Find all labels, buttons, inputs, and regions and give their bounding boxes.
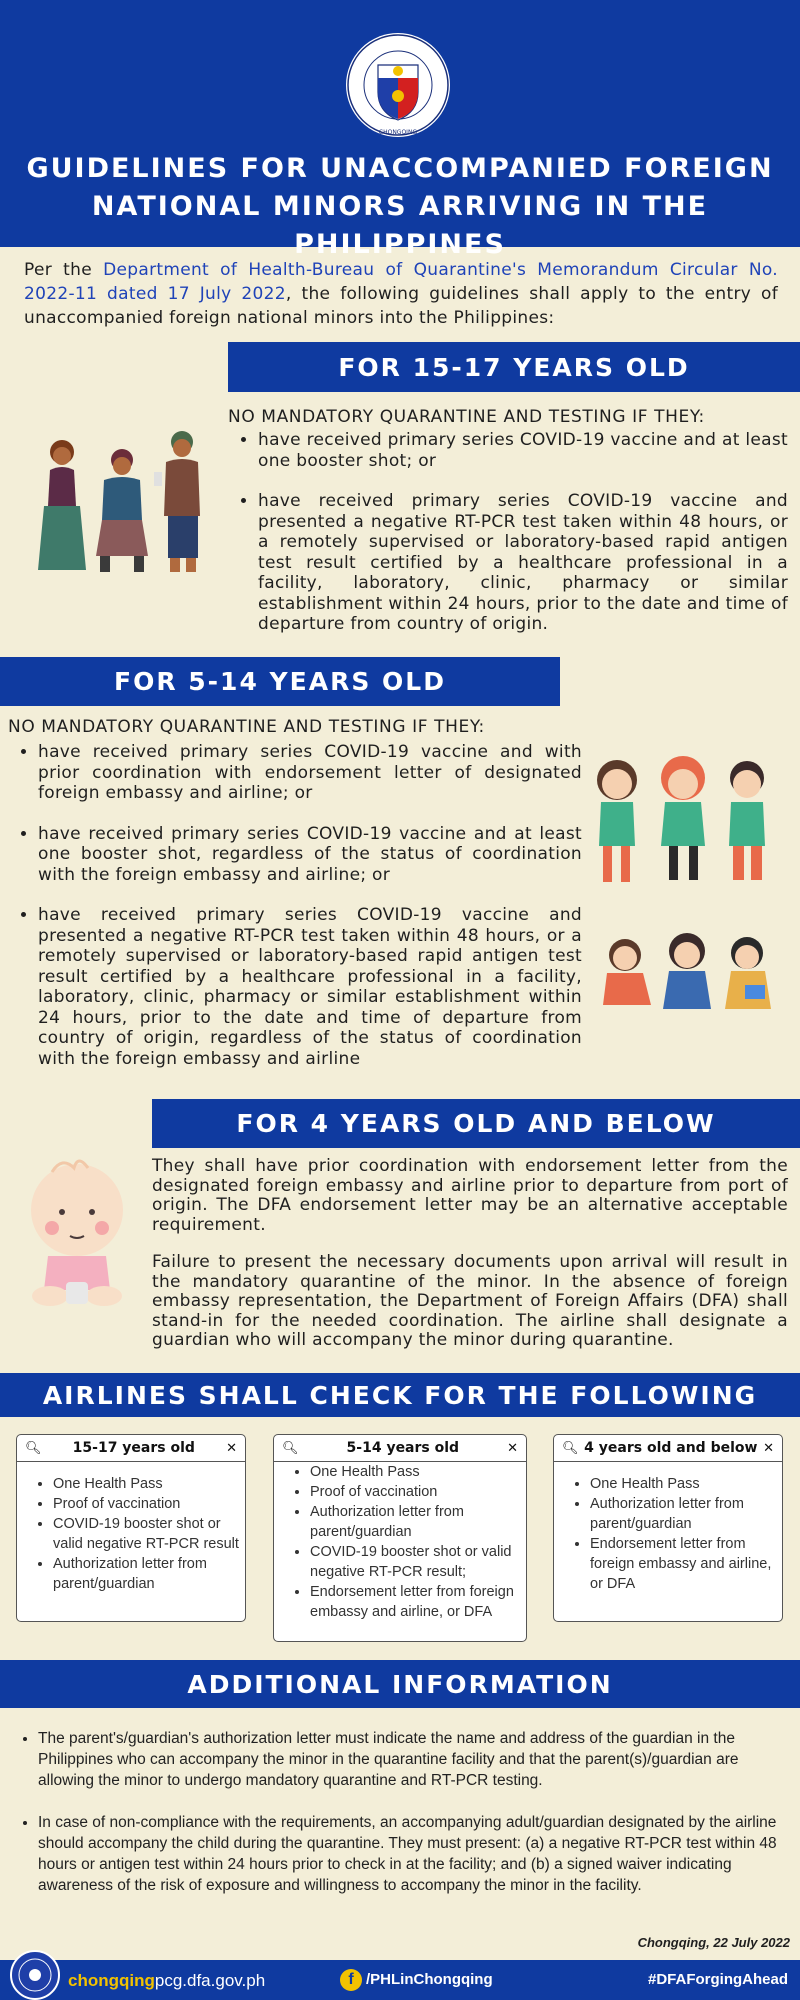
banner-15-17 <box>228 342 800 392</box>
list-item: • have received primary series COVID-19 vaccine and at least one booster shot; or <box>258 430 788 471</box>
baby-illustration <box>22 1150 132 1320</box>
section-4-text <box>152 1157 788 1369</box>
list-item: • One Health Pass <box>590 1474 776 1494</box>
card-title-bar <box>554 1435 782 1462</box>
children-playing-illustration <box>595 925 780 1025</box>
airline-card-5-14 <box>273 1434 527 1642</box>
airline-card-4-and-below <box>553 1434 783 1622</box>
additional-info-list <box>18 1728 778 1917</box>
intro-prefix: Per the <box>24 260 104 280</box>
card-title: 5-14 years old <box>346 1440 460 1456</box>
search-icon: 🔍︎ <box>25 1440 42 1456</box>
list-15-17 <box>240 430 788 635</box>
title-line-1: GUIDELINES FOR UNACCOMPANIED FOREIGN <box>26 153 774 184</box>
footer-seal-logo <box>10 1950 60 2000</box>
search-icon: 🔍︎ <box>282 1440 299 1456</box>
consulate-seal-logo <box>345 30 451 140</box>
teens-illustration <box>30 420 220 580</box>
list-item: • Authorization letter from parent/guardian <box>53 1554 239 1594</box>
airline-card-15-17 <box>16 1434 246 1622</box>
svg-text:CHONGQING: CHONGQING <box>378 129 418 136</box>
list-item: • Authorization letter from parent/guardian <box>310 1502 520 1542</box>
list-item: • COVID-19 booster shot or valid negative RT-PCR result <box>53 1514 239 1554</box>
list-item: • Proof of vaccination <box>310 1482 520 1502</box>
section-4-paragraph-1: They shall have prior coordination with endorsement letter from the designated foreign embassy and airline prior to departure from port of origin. The DFA endorsement letter may be an alternative acceptable requirement. <box>152 1156 788 1235</box>
section-4-paragraph-2: Failure to present the necessary documents upon arrival will result in the mandatory quarantine of the minor. In the absence of foreign embassy representation, the Department of Foreign Affairs (DFA) shall stand-in for the needed coordination. The airline shall designate a guardian who will accompany the minor during quarantine. <box>152 1252 788 1350</box>
list-item: • have received primary series COVID-19 vaccine and at least one booster shot, regardless of the status of coordination with the foreign embassy and airline; or <box>38 824 582 886</box>
list-item: • Endorsement letter from foreign embassy and airline, or DFA <box>310 1582 520 1622</box>
close-icon[interactable]: ✕ <box>226 1440 237 1456</box>
facebook-handle[interactable]: /PHLinChongqing <box>366 1971 493 1988</box>
heading-5-14: NO MANDATORY QUARANTINE AND TESTING IF THEY: <box>8 717 485 737</box>
page-title <box>0 150 800 264</box>
memorandum-link[interactable]: Department of Health-Bureau of Quarantine's Memorandum Circular No. 2022-11 dated 17 July 2022 <box>24 260 779 304</box>
banner-airlines-label: AIRLINES SHALL CHECK FOR THE FOLLOWING <box>42 1380 758 1410</box>
close-icon[interactable]: ✕ <box>507 1440 518 1456</box>
banner-5-14-label: FOR 5-14 YEARS OLD <box>114 667 446 696</box>
list-item: • In case of non-compliance with the requirements, an accompanying adult/guardian designated by the airline should accompany the child during the quarantine. They must present: (a) a negative RT-PCR test within 48 hours or antigen test within 24 hours prior to check in at the facility; and (b) a signed waiver indicating awareness of the risk of exposure and willingness to accompany the minor in the facility. <box>38 1812 778 1896</box>
intro-paragraph <box>24 258 778 330</box>
facebook-icon[interactable]: f <box>340 1969 362 1991</box>
card-title: 15-17 years old <box>72 1440 195 1456</box>
list-item: • One Health Pass <box>310 1462 520 1482</box>
list-item: • have received primary series COVID-19 vaccine and presented a negative RT-PCR test taken within 48 hours, or a remotely supervised or laboratory-based rapid antigen test result certified by a healthcare professional in a facility, laboratory, clinic, pharmacy or similar establishment within 24 hours, prior to the date and time of departure from country of origin. <box>258 491 788 635</box>
banner-4-label: FOR 4 YEARS OLD AND BELOW <box>236 1109 716 1138</box>
card-title: 4 years old and below <box>584 1440 758 1456</box>
banner-additional-label: ADDITIONAL INFORMATION <box>187 1669 613 1699</box>
card-title-bar <box>17 1435 245 1462</box>
heading-15-17: NO MANDATORY QUARANTINE AND TESTING IF THEY: <box>228 407 705 427</box>
list-item: • The parent's/guardian's authorization letter must indicate the name and address of the guardian in the Philippines who can accompany the minor in the quarantine facility and that the parent(s)/guardian are allowing the minor to undergo mandatory quarantine and RT-PCR testing. <box>38 1728 778 1791</box>
banner-additional-information <box>0 1660 800 1708</box>
banner-15-17-label: FOR 15-17 YEARS OLD <box>338 352 690 382</box>
intro-suffix: , the following guidelines shall apply to the entry of unaccompanied foreign national minors into the Philippines: <box>24 284 778 328</box>
title-line-2: NATIONAL MINORS ARRIVING IN THE PHILIPPINES <box>91 191 709 260</box>
list-item: • COVID-19 booster shot or valid negative RT-PCR result; <box>310 1542 520 1582</box>
banner-4-and-below <box>152 1099 800 1148</box>
website-link[interactable] <box>68 1971 265 1991</box>
banner-5-14 <box>0 657 560 706</box>
card-title-bar <box>274 1435 526 1462</box>
issue-date: Chongqing, 22 July 2022 <box>637 1935 790 1950</box>
hashtag: #DFAForgingAhead <box>647 1971 788 1988</box>
close-icon[interactable]: ✕ <box>763 1440 774 1456</box>
list-5-14 <box>20 742 582 1069</box>
list-item: • Proof of vaccination <box>53 1494 239 1514</box>
search-icon: 🔍︎ <box>562 1440 579 1456</box>
list-item: • One Health Pass <box>53 1474 239 1494</box>
website-bold: chongqing <box>68 1971 155 1990</box>
list-item: • have received primary series COVID-19 vaccine and with prior coordination with endorsement letter of designated foreign embassy and airline; or <box>38 742 582 804</box>
list-item: • Authorization letter from parent/guardian <box>590 1494 776 1534</box>
list-item: • have received primary series COVID-19 vaccine and presented a negative RT-PCR test taken within 48 hours, or a remotely supervised or laboratory-based rapid antigen test result certified by a healthcare professional in a facility, laboratory, clinic, pharmacy or similar establishment within 24 hours, prior to the date and time of departure from country of origin, regardless of the status of coordination with the foreign embassy and airline <box>38 905 582 1069</box>
children-illustration <box>585 750 785 890</box>
banner-airlines <box>0 1373 800 1417</box>
website-rest: pcg.dfa.gov.ph <box>154 1971 266 1990</box>
list-item: • Endorsement letter from foreign embassy and airline, or DFA <box>590 1534 776 1594</box>
